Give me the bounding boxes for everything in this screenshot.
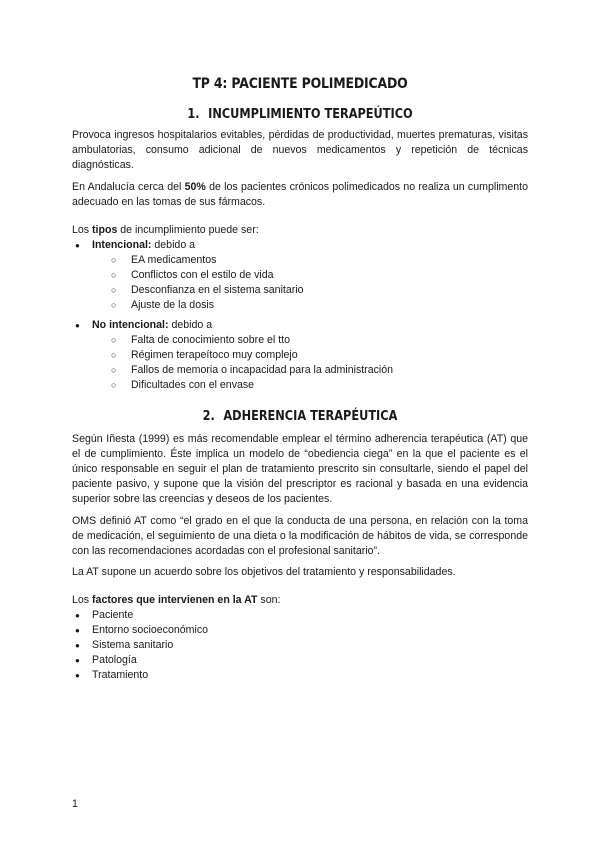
section-1-para-1-block [72, 128, 528, 173]
list-item: ● Patología [72, 653, 528, 668]
list-item-intencional [72, 238, 528, 313]
factors-intro-bold: factores que intervienen en la AT [92, 594, 258, 606]
page-title: TP 4: PACIENTE POLIMEDICADO [192, 76, 408, 92]
list-item: ○ EA medicamentos [92, 253, 528, 268]
types-intro-pre: Los [72, 224, 93, 236]
no-intencional-list [72, 318, 528, 393]
section-2-title: ADHERENCIA TERAPÉUTICA [223, 409, 398, 424]
section-1-para-2 [72, 180, 528, 210]
factors-intro-pre: Los [72, 594, 93, 606]
para-2-text-post: de los pacientes crónicos polimedicados no realiza un cumplimento adecuado en las tomas de sus fármacos. [72, 181, 528, 208]
section-2-para-1-block [72, 432, 528, 507]
section-2-number: 2. [202, 409, 215, 424]
section-2-para-3: La AT supone un acuerdo sobre los objetivos del tratamiento y responsabilidades. [72, 566, 456, 578]
intencional-text: debido a [151, 239, 196, 251]
types-intro-post: de incumplimiento puede ser: [117, 224, 259, 236]
intencional-label: Intencional: [92, 239, 152, 251]
list-item: ○ Dificultades con el envase [92, 378, 528, 393]
types-intro-bold: tipos [92, 224, 118, 236]
list-item: ● Entorno socioeconómico [72, 623, 528, 638]
list-item: ○ Ajuste de la dosis [92, 298, 528, 313]
no-intencional-list-block [72, 318, 528, 393]
intencional-sublist [92, 253, 528, 313]
section-1-para-1: Provoca ingresos hospitalarios evitables, pérdidas de productividad, muertes prematuras, visitas ambulatorias, consumo adicional de nuevos medicamentos y repetición de técnicas diagnósticas. [72, 129, 528, 171]
list-item: ○ Falta de conocimiento sobre el tto [92, 333, 528, 348]
section-2-para-3-block [72, 565, 528, 580]
list-item: ○ Conflictos con el estilo de vida [92, 268, 528, 283]
no-intencional-label: No intencional: [92, 319, 169, 331]
list-item: ● Paciente [72, 608, 528, 623]
factors-block [72, 593, 528, 683]
section-2-para-1: Según Iñesta (1999) es más recomendable emplear el término adherencia terapéutica (AT) que el de cumplimiento. Éste implica un modelo de “obediencia ciega” en la que el paciente es el único responsable en seguir el plan de tratamiento prescrito sin consultarle, siendo el papel del paciente pasivo, y supone que la visión del prescriptor es racional y basada en una evidencia superior sobre las creencias y deseos de los pacientes. [72, 433, 528, 505]
factors-list [72, 608, 528, 683]
section-1-title: INCUMPLIMIENTO TERAPEÚTICO [208, 107, 413, 122]
types-intro [72, 223, 528, 238]
list-item: ○ Régimen terapeítoco muy complejo [92, 348, 528, 363]
section-1-para-2-block [72, 180, 528, 210]
section-1-heading [42, 107, 558, 122]
list-item: ○ Fallos de memoria o incapacidad para la administración [92, 363, 528, 378]
no-intencional-text: debido a [168, 319, 213, 331]
section-1-number: 1. [187, 107, 200, 122]
page-number: 1 [72, 798, 78, 810]
section-2-heading [42, 409, 558, 424]
types-intro-block [72, 223, 528, 238]
para-2-bold-percent: 50% [184, 181, 206, 193]
list-item-no-intencional [72, 318, 528, 393]
intencional-list [72, 238, 528, 313]
list-item: ● Sistema sanitario [72, 638, 528, 653]
factors-intro-post: son: [257, 594, 281, 606]
intencional-list-block [72, 238, 528, 313]
section-2-para-2-block [72, 514, 528, 559]
section-2-para-2: OMS definió AT como “el grado en el que la conducta de una persona, en relación con la toma de medicación, el seguimiento de una dieta o la modificación de hábitos de vida, se corresponde con las recomendaciones acordadas con el profesional sanitario”. [72, 515, 528, 557]
no-intencional-sublist [92, 333, 528, 393]
list-item: ● Tratamiento [72, 668, 528, 683]
list-item: ○ Desconfianza en el sistema sanitario [92, 283, 528, 298]
factors-intro [72, 593, 528, 608]
para-2-text-pre: En Andalucía cerca del [72, 181, 185, 193]
